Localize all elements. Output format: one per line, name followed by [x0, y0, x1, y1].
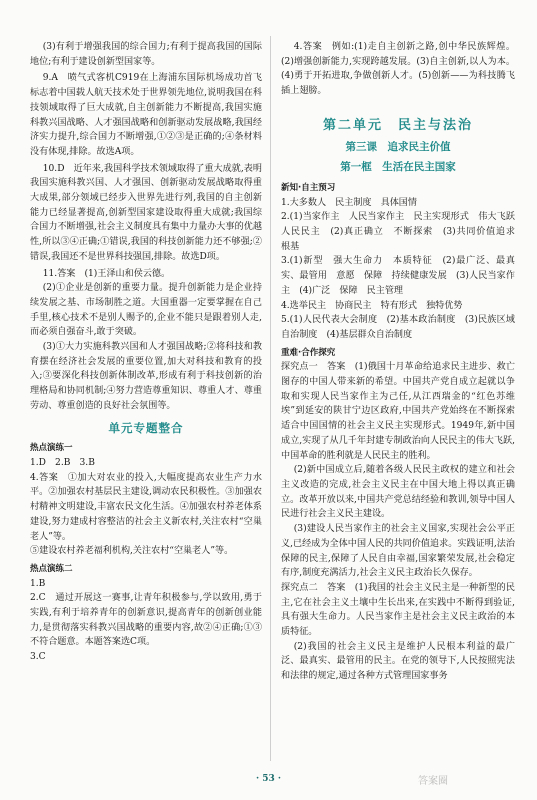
watermark: 答案圈	[418, 776, 448, 787]
paragraph: 2.C 通过开展这一赛事,让青年积极参与,学以致用,勇于实践,有利于培养青年的创新意识,提高青年的创新创业能力,是贯彻落实科教兴国战略的重要内容,故②④正确;①③不符合题意。本题答案选C项。	[30, 593, 262, 648]
paragraph: 1.大多数人 民主制度 具体国情	[281, 197, 417, 208]
paragraph: 重难·合作探究	[281, 347, 336, 358]
left-column	[30, 40, 262, 665]
right-column	[281, 40, 525, 684]
paragraph: 4.答案 例如:(1)走自主创新之路,创中华民族辉煌。(2)增强创新能力,实现跨越发展。(3)自主创新,以人为本。(4)勇于开拓进取,争做创新人才。(5)创新——为科技腾飞插上翅膀。	[281, 42, 515, 97]
paragraph: 2.(1)当家作主 人民当家作主 民主实现形式 伟大飞跃 人民民主 (2)真正确立 不断探索 (3)共同价值追求 根基	[281, 212, 525, 252]
paragraph: 11.答案 (1)王泽山和侯云德。	[42, 268, 171, 279]
paragraph: (2)新中国成立后,随着各级人民民主政权的建立和社会主义改造的完成,社会主义民主在中国大地上得以真正确立。改革开放以来,中国共产党总结经验和教训,领导中国人民进行社会主义民主建设。	[281, 465, 515, 520]
paragraph: 4.选举民主 协商民主 特有形式 独特优势	[281, 300, 463, 311]
paragraph: 探究点一 答案 (1)俄国十月革命给追求民主进步、救亡图存的中国人带来新的希望。中国共产党自成立起就以争取和实现人民当家作主为己任,从江西瑞金的“红色苏维埃”到延安的陕甘宁边区政府,中国共产党始终在不断探索适合中国国情的社会主义民主实现形式。1949年,新中国成立,实现了从几千年封建专制政治向人民民主的伟大飞跃,中国革命的胜利就是人民民主的胜利。	[281, 362, 515, 461]
unit-heading: 第二单元 民主与法治	[322, 117, 473, 133]
paragraph: (2)我国的社会主义民主是维护人民根本利益的最广泛、最真实、最管用的民主。在党的领导下,人民按照宪法和法律的规定,通过各种方式管理国家事务	[281, 641, 515, 682]
paragraph: 3.C	[30, 652, 46, 663]
paragraph: 探究点二 答案 (1)我国的社会主义民主是一种新型的民主,它在社会主义土壤中生长出来,在实践中不断得到验证,具有强大生命力。人民当家作主是社会主义民主政治的本质特征。	[281, 582, 515, 638]
paragraph: 热点演练二	[30, 563, 73, 574]
paragraph: 1.D 2.B 3.B	[30, 457, 95, 468]
right-answers	[281, 40, 515, 99]
paragraph: (3)①大力实施科教兴国和人才强国战略;②将科技和教育摆在经济社会发展的重要位置,加大对科技和教育的投入;③要深化科技创新体制改革,形成有利于科技创新的治理格局和协同机制;④努力营造尊重知识、尊重人才、尊重劳动、尊重创造的良好社会氛围等。	[30, 342, 262, 411]
paragraph: 1.B	[30, 578, 46, 589]
unit-summary-title: 单元专题整合	[108, 420, 184, 435]
paragraph: 热点演练一	[30, 443, 73, 454]
right-study-answers	[281, 181, 525, 684]
paragraph: (2)①企业是创新的重要力量。提升创新能力是企业持续发展之基、市场制胜之道。大国重器一定要掌握在自己手里,核心技术不是别人赐予的,企业不能只是跟着别人走,而必须自强奋斗,敢于突破。	[30, 283, 262, 338]
frame-heading: 第一框 生活在民主国家	[340, 161, 456, 174]
paragraph: 5.(1)人民代表大会制度 (2)基本政治制度 (3)民族区域自治制度 (4)基层群众自治制度	[281, 315, 515, 340]
paragraph: 4.答案 ①加大对农业的投入,大幅度提高农业生产力水平。②加强农村基层民主建设,调动农民积极性。③加强农村精神文明建设,丰富农民文化生活。④加强农村养老体系建设,努力建成村容整洁的社会主义新农村,关注农村“空巢老人”等。	[30, 472, 262, 542]
lesson-heading: 第三课 追求民主价值	[345, 140, 451, 153]
paragraph: 3.(1)新型 强大生命力 本质特征 (2)最广泛、最真实、最管用 意愿 保障 持续健康发展 (3)人民当家作主 (4)广泛 保障 民主管理	[281, 256, 515, 296]
left-answers	[30, 40, 262, 414]
paragraph: 10.D 近年来,我国科学技术领域取得了重大成就,表明我国实施科教兴国、人才强国、创新驱动发展战略取得重大成果,部分领域已经步入世界先进行列,我国的自主创新能力已经显著提高,创新型国家建设取得重大成就;我国综合国力不断增强,社会主义制度具有集中力量办大事的优越性,所以③④正确;①错误,我国的科技创新能力还不够强;②错误,我国还不是世界科技强国,排除。故选D项。	[30, 163, 262, 262]
paragraph: 新知·自主预习	[281, 182, 336, 193]
page-number: · 53 ·	[255, 774, 282, 784]
paragraph: (3)建设人民当家作主的社会主义国家,实现社会公平正义,已经成为全体中国人民的共同价值追求。实践证明,法治保障的民主,保障了人民自由幸福,国家繁荣发展,社会稳定有序,制度充满活力,社会主义民主政治长久保存。	[281, 524, 515, 579]
column-divider	[270, 36, 271, 761]
left-hotspot-answers	[30, 441, 262, 665]
paragraph: (3)有利于增强我国的综合国力;有利于提高我国的国际地位;有利于建设创新型国家等。	[30, 42, 262, 67]
paragraph: ⑤建设农村养老福利机构,关注农村“空巢老人”等。	[30, 546, 234, 557]
paragraph: 9.A 喷气式客机C919在上海浦东国际机场成功首飞标志着中国载人航天技术处于世界领先地位,说明我国在科技领域取得了巨大成就,自主创新能力不断提高,我国实施科教兴国战略、人才强国战略和创新驱动发展战略,我国经济实力提升,综合国力不断增强,①②③是正确的;④条材料没有体现,排除。故选A项。	[30, 73, 262, 157]
